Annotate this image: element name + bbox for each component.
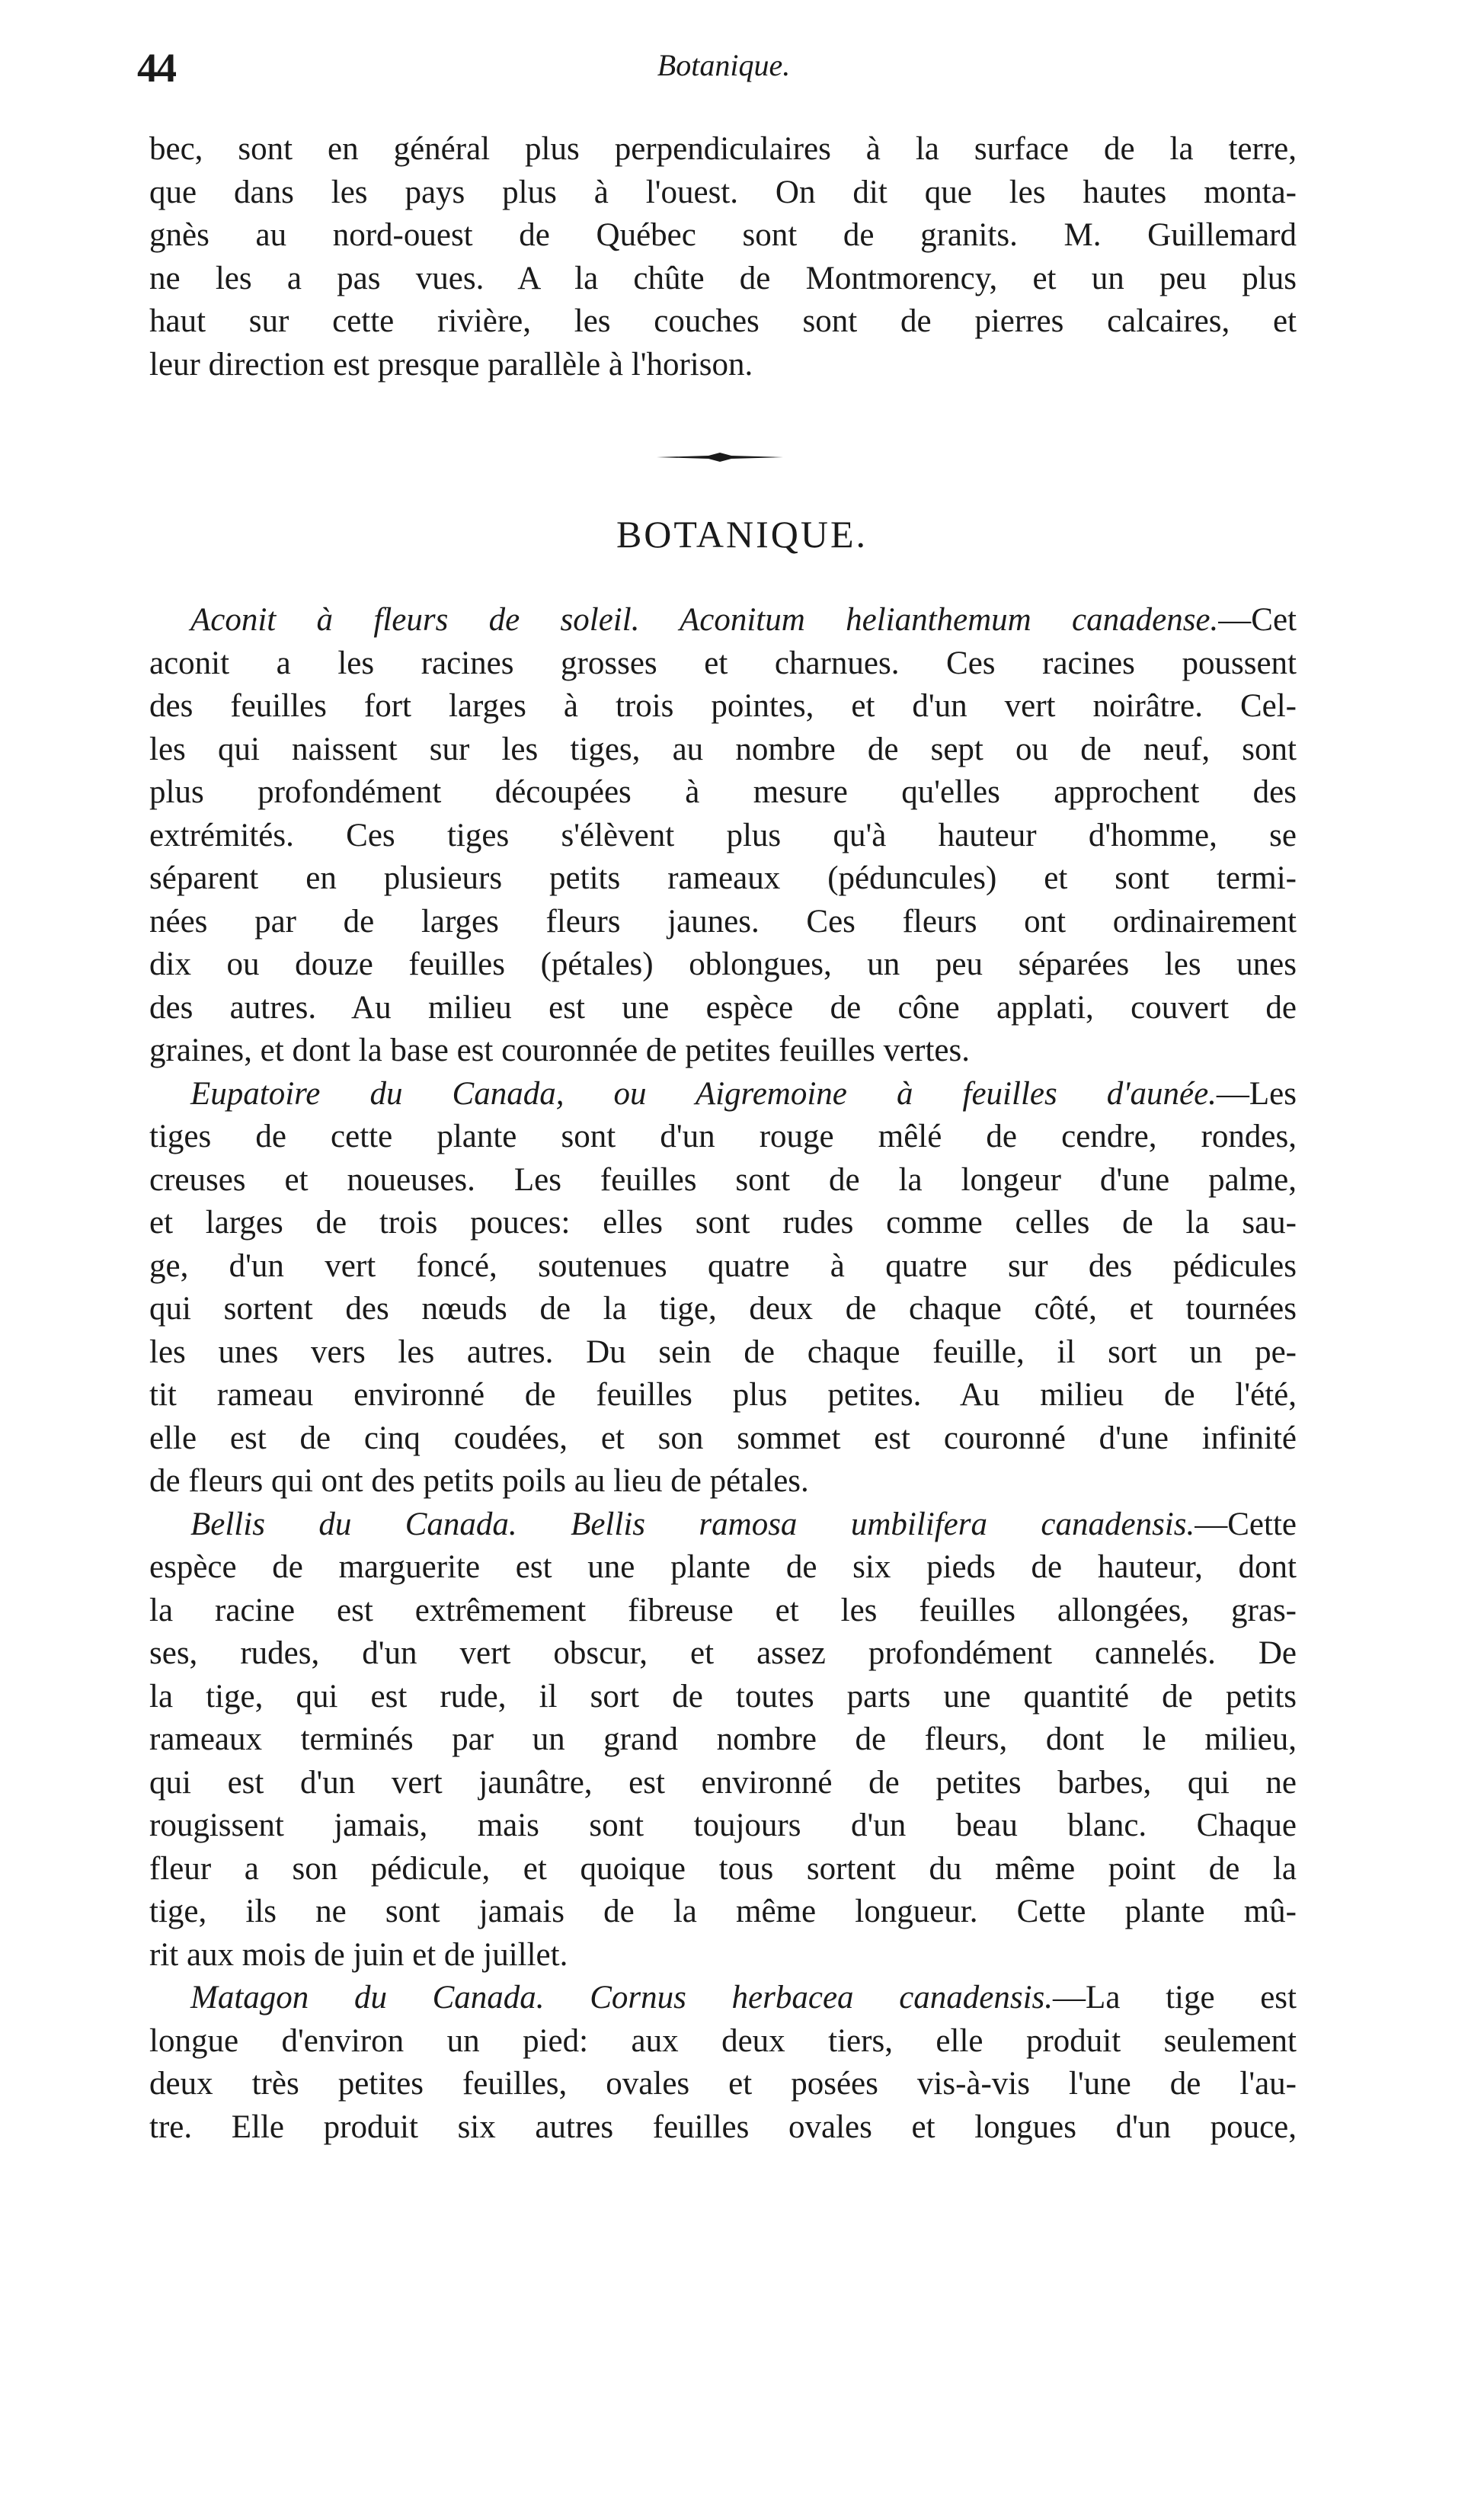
text-line: séparent en plusieurs petits rameaux (péduncules) et sont termi- — [149, 860, 1297, 896]
text-line: qui sortent des nœuds de la tige, deux de chaque côté, et tournées — [149, 1291, 1297, 1327]
text-line: qui est d'un vert jaunâtre, est environné de petites barbes, qui ne — [149, 1764, 1297, 1801]
text-line: de fleurs qui ont des petits poils au lieu de pétales. — [149, 1463, 809, 1499]
entry-text: —Les — [1216, 1075, 1297, 1112]
text-line: fleur a son pédicule, et quoique tous sortent du même point de la — [149, 1850, 1297, 1887]
text-line: nées par de larges fleurs jaunes. Ces fleurs ont ordinairement — [149, 903, 1297, 940]
running-title: Botanique. — [657, 48, 791, 82]
entry-first-line — [149, 1977, 1297, 2020]
entry-title: Bellis du Canada. Bellis ramosa umbilifera canadensis. — [190, 1506, 1195, 1542]
text-line: deux très petites feuilles, ovales et posées vis-à-vis l'une de l'au- — [149, 2066, 1297, 2102]
text-line: elle est de cinq coudées, et son sommet est couronné d'une infinité — [149, 1420, 1297, 1456]
text-line: longue d'environ un pied: aux deux tiers, elle produit seulement — [149, 2022, 1297, 2059]
entry-first-line — [149, 1503, 1297, 1547]
entry-first-line — [149, 599, 1297, 642]
text-line: dix ou douze feuilles (pétales) oblongues, un peu séparées les unes — [149, 946, 1297, 982]
text-line: gnès au nord-ouest de Québec sont de granits. M. Guillemard — [149, 217, 1297, 253]
entry-title: Aconit à fleurs de soleil. Aconitum helianthemum canadense. — [190, 602, 1219, 638]
entry-title: Eupatoire du Canada, ou Aigremoine à feuilles d'aunée. — [190, 1075, 1217, 1112]
text-line: tit rameau environné de feuilles plus petites. Au milieu de l'été, — [149, 1377, 1297, 1413]
text-line: espèce de marguerite est une plante de six pieds de hauteur, dont — [149, 1549, 1297, 1585]
entry-aconit — [149, 599, 1297, 1073]
entry-first-line — [149, 1073, 1297, 1116]
text-line: que dans les pays plus à l'ouest. On dit que les hautes monta- — [149, 174, 1297, 210]
text-line: graines, et dont la base est couronnée de petites feuilles vertes. — [149, 1033, 970, 1068]
entry-bellis — [149, 1503, 1297, 1977]
text-line: tige, ils ne sont jamais de la même longueur. Cette plante mû- — [149, 1894, 1297, 1929]
text-line: ne les a pas vues. A la chûte de Montmorency, et un peu plus — [149, 260, 1297, 296]
text-line: ge, d'un vert foncé, soutenues quatre à quatre sur des pédicules — [149, 1247, 1297, 1284]
text-line: aconit a les racines grosses et charnues. Ces racines poussent — [149, 645, 1297, 681]
text-line: bec, sont en général plus perpendiculaires à la surface de la terre, — [149, 131, 1297, 167]
entry-text: —Cette — [1195, 1506, 1297, 1542]
text-line: rougissent jamais, mais sont toujours d'un beau blanc. Chaque — [149, 1807, 1297, 1843]
entry-matagon — [149, 1977, 1297, 2149]
entry-eupatoire — [149, 1073, 1297, 1503]
text-line: tiges de cette plante sont d'un rouge mêlé de cendre, rondes, — [149, 1119, 1297, 1154]
section-divider-ornament — [655, 450, 785, 465]
intro-paragraph — [149, 128, 1297, 386]
text-line: creuses et noueuses. Les feuilles sont de la longeur d'une palme, — [149, 1161, 1297, 1198]
botany-entries — [149, 599, 1297, 2149]
text-line: rameaux terminés par un grand nombre de fleurs, dont le milieu, — [149, 1721, 1297, 1757]
text-line: la tige, qui est rude, il sort de toutes parts une quantité de petits — [149, 1678, 1297, 1715]
entry-text: —Cet — [1218, 602, 1297, 638]
entry-title: Matagon du Canada. Cornus herbacea canadensis. — [190, 1980, 1054, 2016]
text-line: extrémités. Ces tiges s'élèvent plus qu'à hauteur d'homme, se — [149, 817, 1297, 853]
section-heading: BOTANIQUE. — [616, 513, 868, 556]
text-line: leur direction est presque parallèle à l'horison. — [149, 346, 753, 383]
text-line: ses, rudes, d'un vert obscur, et assez profondément cannelés. De — [149, 1635, 1297, 1671]
text-line: haut sur cette rivière, les couches sont de pierres calcaires, et — [149, 303, 1297, 339]
page-number: 44 — [137, 45, 175, 91]
text-line: plus profondément découpées à mesure qu'elles approchent des — [149, 774, 1297, 810]
text-line: la racine est extrêmement fibreuse et les feuilles allongées, gras- — [149, 1592, 1297, 1628]
entry-text: —La tige est — [1053, 1980, 1297, 2016]
text-line: tre. Elle produit six autres feuilles ovales et longues d'un pouce, — [149, 2108, 1297, 2145]
text-line: les unes vers les autres. Du sein de chaque feuille, il sort un pe- — [149, 1334, 1297, 1370]
text-line: des feuilles fort larges à trois pointes, et d'un vert noirâtre. Cel- — [149, 688, 1297, 724]
text-line: rit aux mois de juin et de juillet. — [149, 1936, 568, 1973]
running-head — [137, 44, 1310, 98]
text-line: et larges de trois pouces: elles sont rudes comme celles de la sau- — [149, 1205, 1297, 1241]
text-line: les qui naissent sur les tiges, au nombre de sept ou de neuf, sont — [149, 731, 1297, 767]
text-line: des autres. Au milieu est une espèce de cône applati, couvert de — [149, 989, 1297, 1026]
